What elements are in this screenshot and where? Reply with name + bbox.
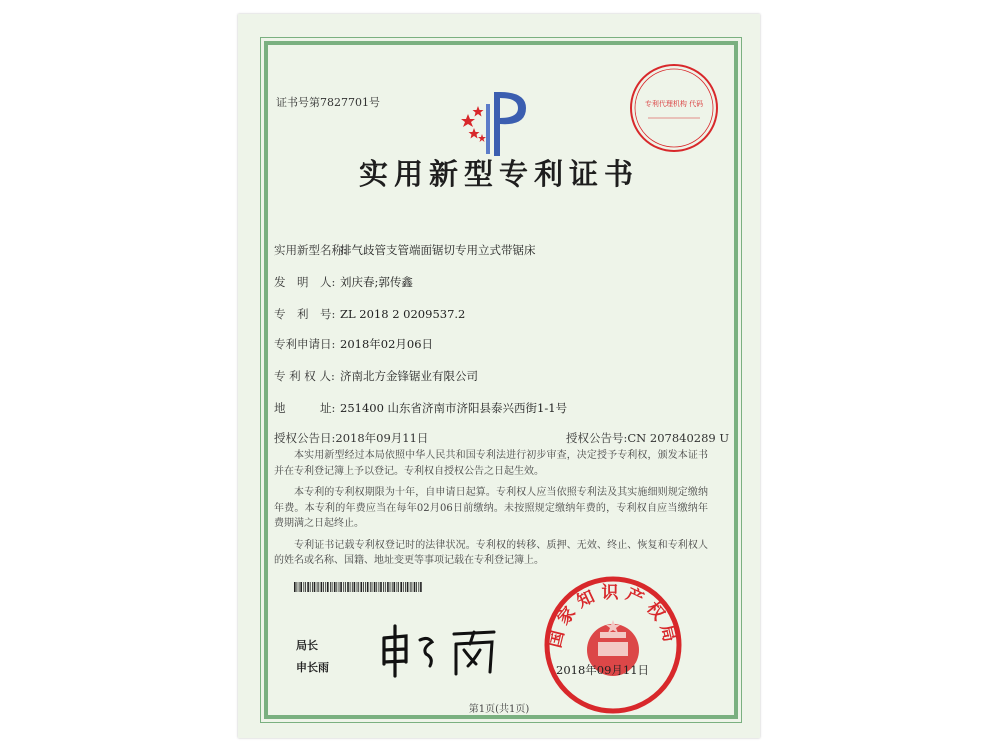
barcode-bar <box>325 582 326 592</box>
field-label: 发 明 人: <box>274 275 336 289</box>
barcode-bar <box>314 582 316 592</box>
field-value: 刘庆春;郭传鑫 <box>340 275 413 289</box>
barcode-bar <box>350 582 351 592</box>
grant-date-value: 2018年09月11日 <box>335 431 429 445</box>
field-label: 专利申请日: <box>274 337 336 351</box>
barcode-bar <box>354 582 356 592</box>
barcode-bar <box>405 582 406 592</box>
field-value: 济南北方金锋锯业有限公司 <box>340 369 478 383</box>
barcode-bar <box>420 582 422 592</box>
grant-number-label: 授权公告号: <box>566 431 628 445</box>
barcode-bar <box>323 582 324 592</box>
barcode-bar <box>412 582 413 592</box>
barcode-bar <box>327 582 329 592</box>
barcode-bar <box>294 582 296 592</box>
barcode-bar <box>365 582 366 592</box>
field-label: 实用新型名称: <box>274 243 347 257</box>
field-row-application-date <box>274 336 433 352</box>
body-paragraph: 本实用新型经过本局依照中华人民共和国专利法进行初步审查，决定授予专利权，颁发本证书并在专利登记簿上予以登记。专利权自授权公告之日起生效。 <box>274 450 708 477</box>
barcode-bar <box>340 582 342 592</box>
field-row-address <box>274 400 567 416</box>
barcode-bar <box>385 582 386 592</box>
certificate-paper <box>238 14 760 738</box>
barcode-bar <box>339 582 340 592</box>
barcode-bar <box>357 582 358 592</box>
barcode <box>294 582 422 592</box>
body-paragraph: 本专利的专利权期限为十年，自申请日起算。专利权人应当依照专利法及其实施细则规定缴纳年费。本专利的年费应当在每年02月06日前缴纳。未按照规定缴纳年费的，专利权自应当缴纳年费期满之日起终止。 <box>274 487 708 529</box>
certificate-body <box>274 448 708 569</box>
director-name: 申长雨 <box>296 661 329 674</box>
field-value: 2018年02月06日 <box>340 337 434 351</box>
barcode-bar <box>361 582 363 592</box>
agency-stamp-text: 专利代理机构 代码 <box>644 100 704 108</box>
barcode-bar <box>334 582 336 592</box>
barcode-bar <box>407 582 409 592</box>
barcode-bar <box>330 582 331 592</box>
field-row-patent-no <box>274 306 465 322</box>
barcode-bar <box>358 582 359 592</box>
barcode-bar <box>416 582 417 592</box>
barcode-bar <box>367 582 369 592</box>
grant-date-label: 授权公告日: <box>274 431 336 445</box>
barcode-bar <box>336 582 337 592</box>
barcode-bar <box>307 582 309 592</box>
barcode-bar <box>347 582 349 592</box>
barcode-bar <box>398 582 399 592</box>
field-label: 专 利 号: <box>274 307 336 321</box>
barcode-bar <box>410 582 411 592</box>
grant-number-row <box>566 430 729 446</box>
barcode-bar <box>300 582 302 592</box>
barcode-bar <box>345 582 346 592</box>
agency-stamp <box>626 60 722 156</box>
field-value: 排气歧管支管端面锯切专用立式带锯床 <box>340 243 536 257</box>
barcode-bar <box>343 582 344 592</box>
barcode-bar <box>403 582 404 592</box>
page-number: 第1页(共1页) <box>468 704 530 715</box>
field-label: 地 址: <box>274 401 336 415</box>
barcode-bar <box>394 582 396 592</box>
barcode-bar <box>305 582 306 592</box>
barcode-bar <box>383 582 384 592</box>
grant-date-row <box>274 430 428 446</box>
barcode-bar <box>374 582 376 592</box>
office-seal <box>538 570 688 720</box>
field-row-patentee <box>274 368 478 384</box>
barcode-bar <box>392 582 393 592</box>
barcode-bar <box>372 582 373 592</box>
barcode-bar <box>299 582 300 592</box>
grant-number-value: CN 207840289 U <box>627 431 730 445</box>
barcode-bar <box>318 582 319 592</box>
barcode-bar <box>352 582 353 592</box>
barcode-bar <box>312 582 313 592</box>
barcode-bar <box>321 582 323 592</box>
body-paragraph: 专利证书记载专利权登记时的法律状况。专利权的转移、质押、无效、终止、恢复和专利权人的姓名或名称、国籍、地址变更等事项记载在专利登记簿上。 <box>274 539 708 566</box>
barcode-bar <box>303 582 304 592</box>
seal-date: 2018年09月11日 <box>556 663 650 677</box>
barcode-bar <box>376 582 377 592</box>
barcode-bar <box>380 582 382 592</box>
barcode-bar <box>400 582 402 592</box>
barcode-bar <box>370 582 371 592</box>
director-title: 局长 <box>296 639 318 652</box>
certificate-title: 实用新型专利证书 <box>358 157 639 191</box>
field-value: ZL 2018 2 0209537.2 <box>340 307 466 321</box>
barcode-bar <box>390 582 391 592</box>
barcode-bar <box>379 582 380 592</box>
barcode-bar <box>418 582 419 592</box>
barcode-bar <box>332 582 333 592</box>
field-row-name <box>274 242 536 258</box>
barcode-bar <box>397 582 398 592</box>
seal-text: 国家知识产权局 <box>545 582 681 650</box>
field-row-inventor <box>274 274 413 290</box>
field-value: 251400 山东省济南市济阳县泰兴西街1-1号 <box>340 401 568 415</box>
barcode-bar <box>387 582 389 592</box>
barcode-bar <box>363 582 364 592</box>
director-signature <box>376 620 506 680</box>
barcode-bar <box>310 582 311 592</box>
field-label: 专 利 权 人: <box>274 369 335 383</box>
barcode-bar <box>414 582 416 592</box>
certificate-number: 证书号第7827701号 <box>276 96 380 109</box>
barcode-bar <box>297 582 298 592</box>
barcode-bar <box>317 582 318 592</box>
